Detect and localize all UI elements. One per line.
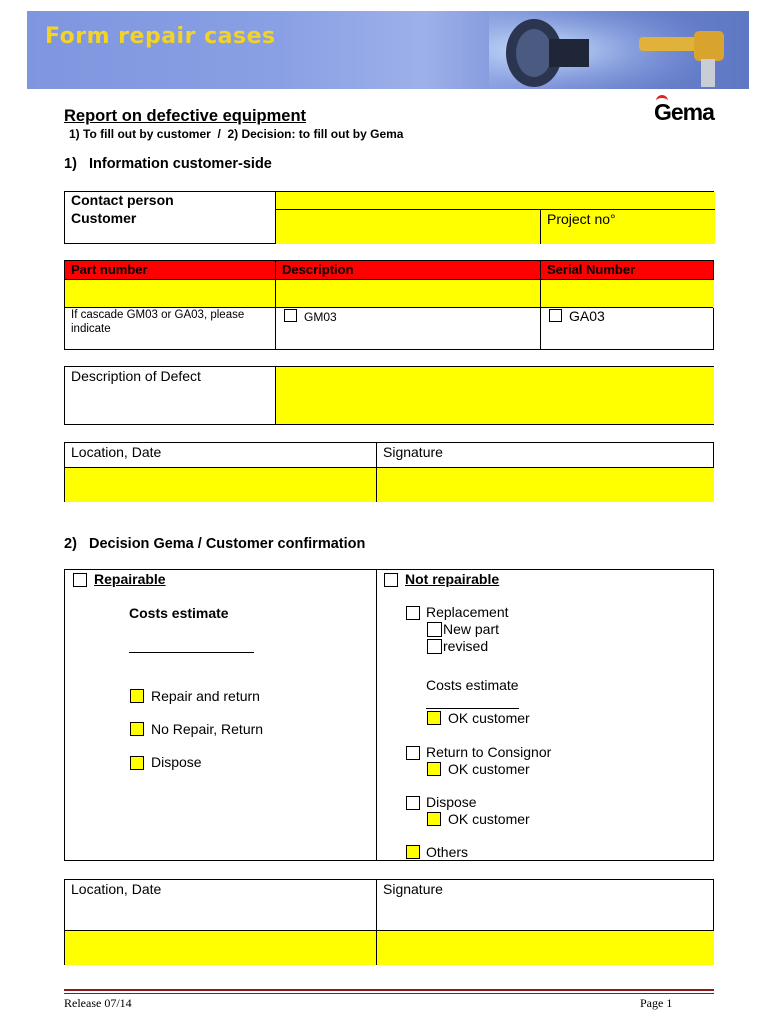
- ga03-checkbox[interactable]: [549, 309, 562, 322]
- gema-logo: Gema: [654, 99, 714, 126]
- contact-person-field[interactable]: [275, 192, 715, 209]
- spray-gun-image: [489, 11, 749, 89]
- section2-heading: 2) Decision Gema / Customer confirmation: [64, 536, 366, 552]
- signature-field-2[interactable]: [376, 930, 714, 965]
- part-number-field[interactable]: [65, 279, 275, 308]
- dispose-label: Dispose: [151, 754, 202, 770]
- defect-label: Description of Defect: [71, 368, 201, 384]
- repairable-checkbox[interactable]: [73, 573, 87, 587]
- report-title: Report on defective equipment: [64, 107, 307, 125]
- contact-table: [64, 191, 714, 244]
- no-repair-return-checkbox[interactable]: [130, 722, 144, 736]
- ok-customer-checkbox-2[interactable]: [427, 762, 441, 776]
- not-repairable-label: Not repairable: [405, 571, 500, 587]
- replacement-checkbox[interactable]: [406, 606, 420, 620]
- ok-customer-checkbox-3[interactable]: [427, 812, 441, 826]
- costs-estimate-bold-label: Costs estimate: [129, 605, 229, 621]
- serial-number-header: Serial Number: [540, 261, 635, 280]
- part-table: [64, 260, 714, 350]
- footer-rule: [64, 989, 714, 991]
- location-date-label-1: Location, Date: [71, 444, 162, 460]
- release-label: Release 07/14: [64, 996, 132, 1010]
- serial-number-field[interactable]: [540, 279, 714, 308]
- costs-estimate-line: [129, 652, 254, 653]
- report-subtitle: 1) To fill out by customer / 2) Decision: to fill out by Gema: [69, 127, 404, 141]
- new-part-checkbox[interactable]: [427, 622, 442, 637]
- others-checkbox[interactable]: [406, 845, 420, 859]
- project-no-label: Project no°: [547, 211, 616, 227]
- costs-estimate-label: Costs estimate: [426, 677, 519, 693]
- signature-table-1: [64, 442, 714, 502]
- dispose-right-label: Dispose: [426, 794, 477, 810]
- ok-customer-label-1: OK customer: [448, 710, 530, 726]
- banner-title: Form repair cases: [45, 24, 276, 49]
- repair-and-return-checkbox[interactable]: [130, 689, 144, 703]
- signature-label-1: Signature: [383, 444, 443, 460]
- decision-table: [64, 569, 714, 861]
- revised-checkbox[interactable]: [427, 639, 442, 654]
- new-part-label: New part: [443, 621, 500, 637]
- signature-table-2: [64, 879, 714, 965]
- repair-and-return-label: Repair and return: [151, 688, 260, 704]
- return-consignor-label: Return to Consignor: [426, 744, 552, 760]
- ga03-cell: [540, 307, 605, 349]
- not-repairable-checkbox[interactable]: [384, 573, 398, 587]
- others-label: Others: [426, 844, 469, 860]
- costs-estimate-line-right: [426, 708, 519, 709]
- customer-label: Customer: [71, 210, 137, 226]
- page-label: Page 1: [640, 996, 673, 1010]
- return-consignor-checkbox[interactable]: [406, 746, 420, 760]
- customer-field[interactable]: [275, 209, 541, 244]
- gm03-cell: [275, 307, 337, 349]
- dispose-right-checkbox[interactable]: [406, 796, 420, 810]
- revised-label: revised: [443, 638, 489, 654]
- location-date-label-2: Location, Date: [71, 881, 162, 897]
- header-banner: [27, 11, 749, 89]
- repairable-label: Repairable: [94, 571, 166, 587]
- gm03-checkbox[interactable]: [284, 309, 297, 322]
- ga03-label: GA03: [569, 308, 605, 324]
- dispose-checkbox[interactable]: [130, 756, 144, 770]
- signature-field-1[interactable]: [376, 467, 714, 502]
- no-repair-return-label: No Repair, Return: [151, 721, 264, 737]
- ok-customer-label-3: OK customer: [448, 811, 530, 827]
- part-number-header: Part number: [71, 262, 148, 277]
- contact-person-label: Contact person: [71, 192, 174, 208]
- ok-customer-label-2: OK customer: [448, 761, 530, 777]
- location-date-field-2[interactable]: [65, 930, 376, 965]
- location-date-field-1[interactable]: [65, 467, 376, 502]
- gm03-label: GM03: [304, 310, 337, 324]
- signature-label-2: Signature: [383, 881, 443, 897]
- description-header: Description: [275, 261, 354, 280]
- replacement-label: Replacement: [426, 604, 509, 620]
- ok-customer-checkbox-1[interactable]: [427, 711, 441, 725]
- section1-heading: 1) Information customer-side: [64, 156, 272, 172]
- cascade-note: If cascade GM03 or GA03, please indicate: [71, 309, 245, 335]
- defect-field[interactable]: [275, 367, 714, 424]
- project-no-field[interactable]: [540, 209, 715, 244]
- footer-rule-thin: [64, 993, 714, 994]
- defect-table: [64, 366, 714, 425]
- description-field[interactable]: [275, 279, 541, 308]
